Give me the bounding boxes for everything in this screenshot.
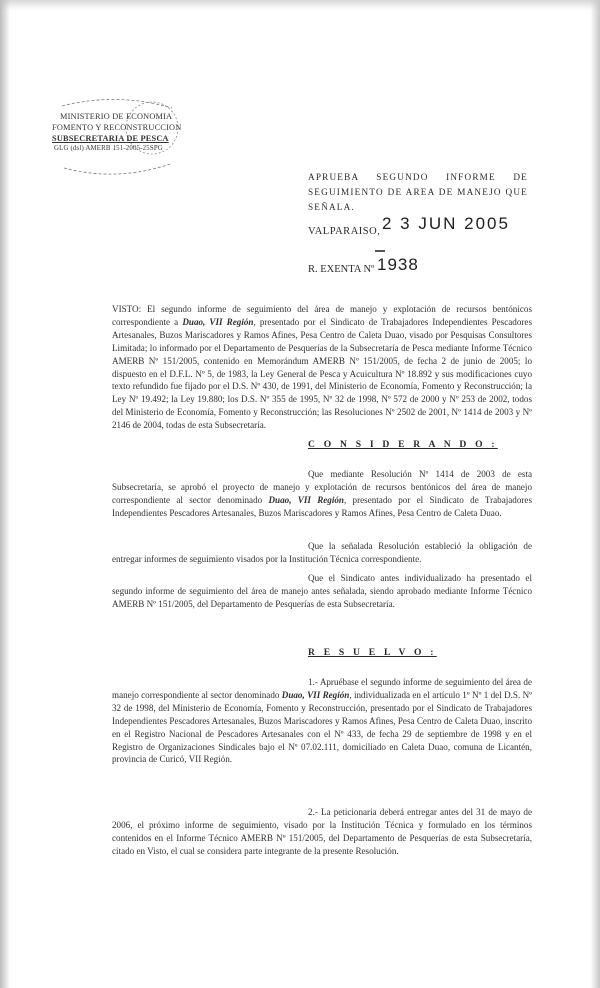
subject-line: SEGUIMIENTO DE AREA DE MANEJO QUE	[308, 187, 528, 197]
ministry-seal	[42, 98, 192, 178]
considerando-2	[112, 540, 532, 566]
visto-text: VISTO: El segundo informe de seguimiento del área de manejo y explotación de recursos bentónicos correspondiente a	[112, 304, 532, 327]
area-name: Duao, VII Región	[268, 494, 344, 505]
area-name: Duao, VII Región	[182, 316, 254, 327]
considerando-1	[112, 468, 532, 520]
date-stamp: 2 3 JUN 2005	[382, 214, 510, 233]
handwritten-mark	[375, 250, 385, 252]
considerando-1-text: Que mediante Resolución Nº 1414 de 2003 de esta Subsecretaría, se aprobó el proyecto de manejo y explotación de recursos bentónicos del área de manejo correspondiente al sector denominado	[112, 469, 532, 505]
resolution-article-2	[112, 806, 532, 858]
subject-line: SEÑALA.	[308, 202, 355, 212]
seal-subsecretaria-text: SUBSECRETARIA DE PESCA	[52, 134, 169, 143]
article-2-text: 2.- La peticionaria deberá entregar antes del 31 de mayo de 2006, el próximo informe de seguimiento, visado por la Institución Técnica y formulado en los términos contenidos en el Informe Técnico AMERB Nº 151/2005, del Departamento de Pesquerías de esta Subsecretaría, citado en Visto, el cual se considera parte integrante de la presente Resolución.	[112, 807, 532, 856]
document-subject	[308, 170, 528, 215]
considerando-1-text-cont: , presentado por el Sindicato de Trabajadores Independientes Pescadores Artesanales, Buzos Mariscadores y Ramos Afines, Pesa Centro de Caleta Duao.	[112, 494, 532, 518]
visto-text-cont: , presentado por el Sindicato de Trabajadores Independientes Pescadores Artesanales, Buzos Mariscadores y Ramos Afines, Pesa Centro de Caleta Duao, visado por Pesquisas Consultores Limitada; lo informado por el Departamento de Pesquerías de la Subsecretaría de Pesca mediante Informe Técnico AMERB Nº 151/2005, contenido en Memorándum AMERB Nº 151/2005, de fecha 2 de junio de 2005; lo dispuesto en el D.F.L. Nº 5, de 1983, la Ley General de Pesca y Acuicultura Nº 18.892 y sus modificaciones cuyo texto refundido fue fijado por el D.S. Nº 430, de 1991, del Ministerio de Economía, Fomento y Reconstrucción; la Ley Nº 19.492; la Ley 19.880; los D.S. Nº 355 de 1995, Nº 32 de 1998, Nº 572 de 2000 y Nº 253 de 2002, todos del Ministerio de Economía, Fomento y Reconstrucción; las Resoluciones Nº 2502 de 2001, Nº 1414 de 2003 y Nº 2146 de 2004, todas de esta Subsecretaría.	[112, 316, 532, 431]
considerando-3-text: Que el Sindicato antes individualizado ha presentado el segundo informe de seguimiento del área de manejo antes señalada, siendo aprobado mediante Informe Técnico AMERB Nº 151/2005, del Departamento de Pesquerías de esta Subsecretaría.	[112, 573, 532, 609]
area-name: Duao, VII Región	[281, 689, 350, 700]
place-label: VALPARAISO,	[308, 226, 381, 237]
visto-paragraph	[112, 303, 532, 432]
resolution-label: R. EXENTA Nº	[308, 264, 375, 275]
scan-edge-left	[0, 0, 10, 988]
article-1-text-cont: , individualizada en el artículo 1º Nº 1 del D.S. Nº 32 de 1998, del Ministerio de Economía, Fomento y Reconstrucción, presentado por el Sindicato de Trabajadores Independientes Pescadores Artesanales, Buzos Mariscadores y Ramos Afines, Pesa Centro de Caleta Duao, inscrito en el Registro Nacional de Pescadores Artesanales con el Nº 433, de fecha 29 de septiembre de 1998 y en el Registro de Organizaciones Sindicales bajo el Nº 07.02.111, domiciliado en Caleta Duao, comuna de Licantén, provincia de Curicó, VII Región.	[112, 689, 532, 765]
scan-edge-top	[0, 0, 600, 10]
article-1-text: 1.- Apruébase el segundo informe de seguimiento del área de manejo correspondiente al sector denominado	[112, 677, 532, 700]
seal-fomento-text: FOMENTO Y RECONSTRUCCION	[52, 123, 182, 132]
scan-edge-right	[590, 0, 600, 988]
resolution-article-1	[112, 676, 532, 766]
considerando-heading: C O N S I D E R A N D O :	[308, 439, 498, 450]
resuelvo-heading: R E S U E L V O :	[308, 647, 437, 658]
considerando-3	[112, 572, 532, 611]
seal-ministry-text: MINISTERIO DE ECONOMIA	[60, 112, 173, 121]
subject-line: APRUEBA SEGUNDO INFORME DE	[308, 172, 528, 182]
seal-reference-code: GLG (dsl) AMERB 151-2005-25SPG	[54, 145, 163, 152]
resolution-number: 1938	[377, 255, 419, 274]
considerando-2-text: Que la señalada Resolución estableció la obligación de entregar informes de seguimiento visados por la Institución Técnica correspondiente.	[112, 541, 532, 564]
